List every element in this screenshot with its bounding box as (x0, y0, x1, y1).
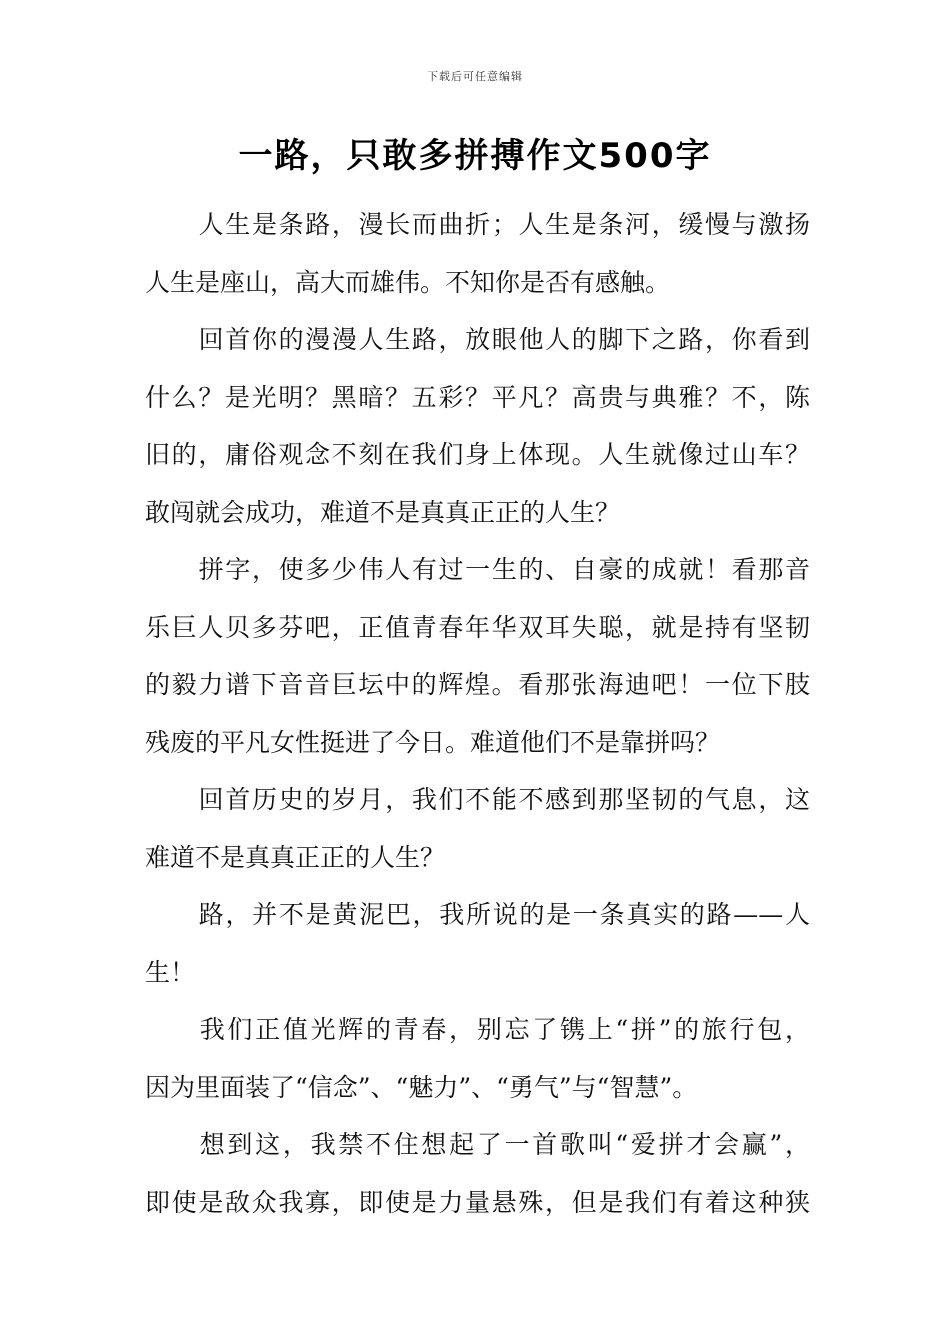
article-body (145, 196, 810, 1231)
paragraph-5 (145, 886, 810, 1001)
paragraph-line: 我们正值光辉的青春，别忘了镌上“拼”的旅行包， (197, 1015, 810, 1044)
paragraph-line: 残废的平凡女性挺进了今日。难道他们不是靠拼吗？ (145, 727, 721, 757)
paragraph-line: 乐巨人贝多芬吧，正值青春年华双耳失聪，就是持有坚韧 (145, 612, 810, 642)
paragraph-line: 的毅力谱下音音巨坛中的辉煌。看那张海迪吧！一位下肢 (145, 670, 810, 699)
paragraph-2 (145, 311, 810, 541)
paragraph-7 (145, 1116, 810, 1231)
paragraph-line: 回首你的漫漫人生路，放眼他人的脚下之路，你看到 (197, 325, 810, 354)
paragraph-line: 因为里面装了“信念”、“魅力”、“勇气”与“智慧”。 (145, 1072, 698, 1102)
paragraph-line: 路，并不是黄泥巴，我所说的是一条真实的路——人 (197, 900, 810, 929)
paragraph-line: 想到这，我禁不住想起了一首歌叫“爱拼才会赢”， (197, 1130, 810, 1159)
paragraph-3 (145, 541, 810, 771)
paragraph-line: 生！ (145, 957, 196, 987)
paragraph-4 (145, 771, 810, 886)
paragraph-line: 敢闯就会成功，难道不是真真正正的人生？ (145, 497, 621, 527)
paragraph-line: 旧的，庸俗观念不刻在我们身上体现。人生就像过山车？ (145, 440, 810, 469)
paragraph-line: 即使是敌众我寡，即使是力量悬殊，但是我们有着这种狭 (145, 1187, 810, 1217)
paragraph-line: 难道不是真真正正的人生？ (145, 842, 446, 872)
document-title: 一路，只敢多拼搏作文500字 (238, 136, 712, 176)
paragraph-1 (145, 196, 810, 311)
paragraph-line: 什么？是光明？黑暗？五彩？平凡？高贵与典雅？不，陈 (145, 382, 810, 412)
paragraph-6 (145, 1001, 810, 1116)
header-note: 下载后可任意编辑 (427, 70, 523, 83)
paragraph-line: 拼字，使多少伟人有过一生的、自豪的成就！看那音 (197, 555, 810, 584)
paragraph-line: 人生是座山，高大而雄伟。不知你是否有感触。 (145, 267, 671, 297)
paragraph-line: 人生是条路，漫长而曲折；人生是条河，缓慢与激扬 (197, 210, 810, 239)
paragraph-line: 回首历史的岁月，我们不能不感到那坚韧的气息，这 (197, 785, 810, 814)
